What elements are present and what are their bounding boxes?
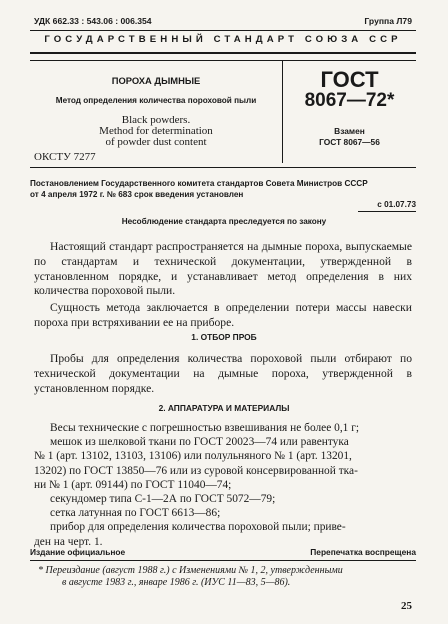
gost-label: ГОСТ: [320, 67, 379, 92]
footer-rule: [30, 560, 416, 561]
equipment-line: Весы технические с погрешностью взвешивания не более 0,1 г;: [50, 422, 360, 434]
ru-title: ПОРОХА ДЫМНЫЕ: [111, 75, 201, 86]
method-paragraph: Сущность метода заключается в определении потери массы навески пороха при встряхивании ее на приборе.: [34, 301, 412, 329]
equipment-line: ни № 1 (арт. 09144) по ГОСТ 11040—74;: [34, 478, 232, 491]
equipment-line: сетка латунная по ГОСТ 6613—86;: [50, 507, 221, 520]
decree-line-1: Постановлением Государственного комитета стандартов Совета Министров СССР: [30, 179, 368, 188]
equipment-line: секундомер типа С-1—2А по ГОСТ 5072—79;: [50, 493, 276, 506]
en-title-line: Black powders.: [121, 114, 191, 126]
group-code: Группа Л79: [364, 16, 412, 26]
en-title: [30, 115, 282, 149]
en-title-line: of powder dust content: [105, 136, 207, 149]
header-rule-bottom: [30, 52, 416, 54]
section-2-heading: 2. АППАРАТУРА И МАТЕРИАЛЫ: [158, 403, 290, 413]
reprint-prohibited-label: Перепечатка воспрещена: [310, 547, 416, 557]
effective-date: с 01.07.73: [377, 200, 416, 209]
equipment-line: мешок из шелковой ткани по ГОСТ 20023—74 или равентука: [50, 436, 349, 449]
equipment-line: ден на черт. 1.: [34, 535, 103, 548]
reissue-note-line-1: * Переиздание (август 1988 г.) с Изменениями № 1, 2, утвержденными: [38, 565, 343, 576]
intro-paragraph: Настоящий стандарт распространяется на дымные пороха, выпускаемые по стандартам и технической документации, утвержденной в установленном порядке, и устанавливает метод определения в них количества пороховой пыли.: [34, 240, 412, 298]
udc-code: УДК 662.33 : 543.06 : 006.354: [34, 16, 152, 26]
equipment-line: № 1 (арт. 13102, 13103, 13106) или полульняного № 1 (арт. 13201,: [34, 450, 352, 463]
section-1-heading: 1. ОТБОР ПРОБ: [191, 332, 257, 342]
title-block-rule-bottom: [30, 167, 416, 168]
legal-notice: Несоблюдение стандарта преследуется по закону: [121, 217, 327, 226]
ru-subtitle: Метод определения количества пороховой пыли: [55, 96, 257, 105]
title-block-rule-top: [30, 60, 416, 61]
reissue-note-line-2: в августе 1983 г., январе 1986 г. (ИУС 11—83, 5—86).: [62, 577, 291, 588]
replaces-label: Взамен: [334, 126, 365, 136]
en-title-line: Method for determination: [99, 125, 213, 138]
okstu-code: ОКСТУ 7277: [34, 151, 96, 163]
decree-line-2: от 4 апреля 1972 г. № 683 срок введения установлен: [30, 190, 244, 199]
effective-date-underline: [358, 211, 416, 212]
gost-number: 8067—72*: [304, 90, 395, 111]
equipment-line: прибор для определения количества пороховой пыли; приве-: [50, 521, 346, 534]
replaces-number: ГОСТ 8067—56: [319, 137, 380, 147]
equipment-list: [34, 421, 414, 549]
equipment-line: 13202) по ГОСТ 13850—76 или из суровой консервированной тка-: [34, 464, 358, 477]
state-standard-banner: ГОСУДАРСТВЕННЫЙ СТАНДАРТ СОЮЗА ССР: [44, 34, 402, 45]
page-number: 25: [401, 600, 412, 612]
header-rule-top: [30, 30, 416, 31]
section-1-paragraph: Пробы для определения количества пороховой пыли отбирают по технической документации на дымные пороха, утвержденной в установленном порядке.: [34, 352, 412, 395]
official-edition-label: Издание официальное: [30, 547, 126, 557]
